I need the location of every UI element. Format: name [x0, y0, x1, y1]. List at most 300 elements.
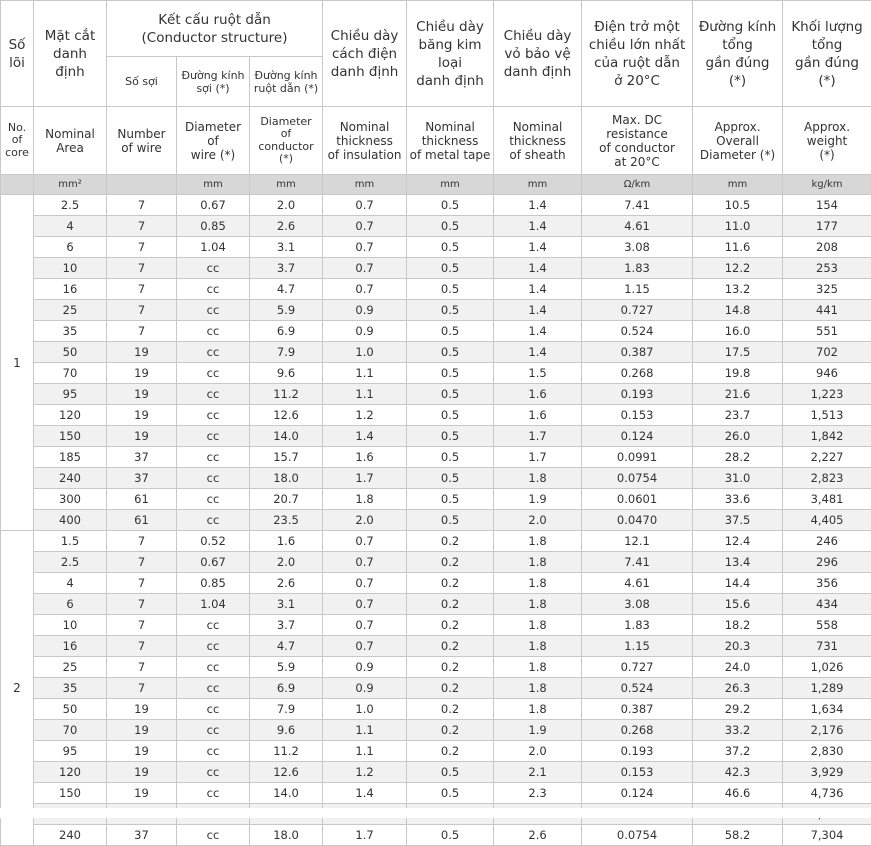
table-cell: 1.83: [582, 258, 693, 279]
table-cell: 120: [34, 762, 107, 783]
table-cell: 1.4: [494, 279, 582, 300]
table-cell: 7: [107, 552, 177, 573]
table-cell: 16: [34, 279, 107, 300]
header-line: Mặt cắt: [45, 28, 96, 44]
table-cell: 0.0601: [582, 489, 693, 510]
table-cell: 35: [34, 321, 107, 342]
table-cell: 185: [34, 447, 107, 468]
header-line: Số: [9, 37, 26, 53]
table-cell: 0.524: [582, 321, 693, 342]
table-row: [1, 531, 871, 552]
table-cell: 0.387: [582, 699, 693, 720]
table-cell: 0.7: [323, 573, 407, 594]
header-area-en: [34, 107, 107, 175]
table-cell: 37.5: [693, 510, 783, 531]
table-cell: cc: [177, 468, 250, 489]
table-cell: 7: [107, 237, 177, 258]
unit-cell: mm²: [34, 175, 107, 195]
table-row: [1, 699, 871, 720]
table-cell: 23.7: [693, 405, 783, 426]
table-cell: 2,823: [783, 468, 871, 489]
table-cell: 1.8: [494, 594, 582, 615]
header-line: (*): [819, 148, 834, 162]
table-cell: 0.2: [407, 657, 494, 678]
table-cell: 13.2: [693, 279, 783, 300]
header-line: ở 20°C: [614, 73, 660, 89]
table-cell: 1.7: [323, 825, 407, 846]
header-line: Diameter (*): [700, 148, 775, 162]
table-cell: 7.41: [582, 195, 693, 216]
table-cell: 1.6: [250, 531, 323, 552]
table-cell: 11.2: [250, 741, 323, 762]
table-cell: 0.124: [582, 783, 693, 804]
table-cell: 7: [107, 657, 177, 678]
table-cell: 20.7: [250, 489, 323, 510]
table-cell: 1.9: [494, 489, 582, 510]
table-cell: 3,929: [783, 762, 871, 783]
unit-cell: kg/km: [783, 175, 871, 195]
header-line: of: [281, 127, 292, 140]
table-cell: 0.268: [582, 363, 693, 384]
table-cell: 0.5: [407, 762, 494, 783]
table-cell: 25: [34, 657, 107, 678]
table-cell: 1.4: [494, 195, 582, 216]
table-cell: 16.0: [693, 321, 783, 342]
table-cell: cc: [177, 762, 250, 783]
table-cell: 15.6: [693, 594, 783, 615]
header-dia-wire-en: [177, 107, 250, 175]
table-cell: 1,026: [783, 657, 871, 678]
header-line: gần đúng: [706, 55, 770, 71]
table-cell: 19: [107, 741, 177, 762]
header-line: of: [12, 133, 23, 146]
header-resistance-en: [582, 107, 693, 175]
table-cell: 2,176: [783, 720, 871, 741]
table-cell: 4.61: [582, 573, 693, 594]
table-cell: 731: [783, 636, 871, 657]
table-cell: 19: [107, 384, 177, 405]
table-cell: 0.85: [177, 573, 250, 594]
table-cell: 16: [34, 636, 107, 657]
header-dia-wire-vi: [177, 57, 250, 107]
table-cell: 11.6: [693, 237, 783, 258]
table-cell: 177: [783, 216, 871, 237]
header-sheath-en: [494, 107, 582, 175]
table-cell: 1.8: [494, 636, 582, 657]
table-cell: 0.727: [582, 657, 693, 678]
table-cell: 26.3: [693, 678, 783, 699]
table-cell: 0.7: [323, 636, 407, 657]
table-cell: 0.9: [323, 300, 407, 321]
table-cell: 0.2: [407, 552, 494, 573]
table-cell: 0.0991: [582, 447, 693, 468]
header-weight-en: [783, 107, 871, 175]
table-cell: 0.5: [407, 468, 494, 489]
table-cell: 4.7: [250, 636, 323, 657]
table-cell: 0.7: [323, 216, 407, 237]
table-cell: 2.0: [494, 741, 582, 762]
table-cell: 12.6: [250, 405, 323, 426]
table-cell: 0.5: [407, 258, 494, 279]
table-cell: 7: [107, 594, 177, 615]
table-cell: 7: [107, 531, 177, 552]
header-line: Điện trở một: [594, 19, 679, 35]
table-cell: 400: [34, 510, 107, 531]
table-cell: 1.8: [494, 615, 582, 636]
table-cell: 1,634: [783, 699, 871, 720]
table-row: [1, 657, 871, 678]
table-cell: 3.08: [582, 237, 693, 258]
header-line: thickness: [422, 134, 479, 148]
table-cell: 5.9: [250, 300, 323, 321]
table-cell: 0.5: [407, 237, 494, 258]
table-cell: cc: [177, 426, 250, 447]
table-cell: 61: [107, 489, 177, 510]
table-cell: 0.9: [323, 678, 407, 699]
header-line: cách điện: [332, 46, 397, 62]
header-line: Approx.: [804, 120, 850, 134]
header-core-vi: [1, 1, 34, 107]
table-cell: 95: [34, 741, 107, 762]
table-cell: 6.9: [250, 321, 323, 342]
table-cell: 37: [107, 468, 177, 489]
table-cell: 0.727: [582, 300, 693, 321]
table-cell: 0.2: [407, 678, 494, 699]
table-cell: 14.0: [250, 426, 323, 447]
table-cell: 0.2: [407, 741, 494, 762]
table-cell: cc: [177, 279, 250, 300]
header-line: ruột dẫn (*): [254, 82, 318, 95]
table-cell: 1.4: [494, 321, 582, 342]
table-cell: 2.5: [34, 552, 107, 573]
table-cell: 150: [34, 426, 107, 447]
table-cell: 1.04: [177, 237, 250, 258]
table-cell: 0.0470: [582, 510, 693, 531]
header-line: danh định: [504, 64, 572, 80]
table-row: [1, 363, 871, 384]
table-cell: 1.7: [494, 447, 582, 468]
table-cell: 0.9: [323, 321, 407, 342]
table-cell: 702: [783, 342, 871, 363]
table-cell: 1.8: [494, 573, 582, 594]
table-cell: 37: [107, 825, 177, 846]
table-cell: 441: [783, 300, 871, 321]
table-row: [1, 279, 871, 300]
table-cell: cc: [177, 405, 250, 426]
table-cell: 12.4: [693, 531, 783, 552]
header-line: sợi (*): [196, 82, 229, 95]
header-line: danh định: [331, 64, 399, 80]
header-row-vi: [1, 1, 871, 57]
table-cell: cc: [177, 342, 250, 363]
table-cell: 4: [34, 216, 107, 237]
table-cell: 3.08: [582, 594, 693, 615]
header-line: Chiều dày: [331, 28, 399, 44]
table-cell: cc: [177, 741, 250, 762]
table-cell: 1.4: [494, 342, 582, 363]
table-cell: 3,481: [783, 489, 871, 510]
table-cell: 2.6: [250, 573, 323, 594]
unit-cell: mm: [250, 175, 323, 195]
header-line: No.: [8, 121, 26, 134]
table-cell: 2.0: [494, 510, 582, 531]
table-cell: 7.41: [582, 552, 693, 573]
table-cell: 11.0: [693, 216, 783, 237]
header-overall-dia-vi: [693, 1, 783, 107]
table-cell: 15.7: [250, 447, 323, 468]
table-cell: 240: [34, 468, 107, 489]
header-line: Kết cấu ruột dẫn: [158, 12, 271, 28]
table-cell: 946: [783, 363, 871, 384]
table-cell: 28.2: [693, 447, 783, 468]
table-cell: 2.0: [323, 510, 407, 531]
header-line: Chiều dày: [504, 28, 572, 44]
header-line: Nominal: [513, 120, 563, 134]
header-structure-vi: [107, 1, 323, 57]
table-row: [1, 552, 871, 573]
header-line: tổng: [722, 37, 753, 53]
table-cell: 2.0: [250, 552, 323, 573]
table-cell: 3.1: [250, 237, 323, 258]
table-cell: 1.04: [177, 594, 250, 615]
table-cell: 0.67: [177, 195, 250, 216]
table-cell: 4,736: [783, 783, 871, 804]
header-line: of metal tape: [410, 148, 491, 162]
table-cell: 12.1: [582, 531, 693, 552]
table-cell: 253: [783, 258, 871, 279]
table-cell: 2.6: [494, 825, 582, 846]
table-cell: 2.1: [494, 762, 582, 783]
table-cell: 7: [107, 615, 177, 636]
header-line: Nominal: [340, 120, 390, 134]
table-cell: 1.1: [323, 384, 407, 405]
header-row-en: [1, 107, 871, 175]
unit-cell: [1, 175, 34, 195]
table-cell: cc: [177, 447, 250, 468]
table-cell: 1.7: [494, 426, 582, 447]
table-cell: 19: [107, 342, 177, 363]
header-line: at 20°C: [614, 155, 660, 169]
header-dia-cond-en: [250, 107, 323, 175]
table-row: [1, 678, 871, 699]
table-cell: 20.3: [693, 636, 783, 657]
table-cell: 3.7: [250, 258, 323, 279]
table-cell: 1.0: [323, 699, 407, 720]
table-cell: 296: [783, 552, 871, 573]
table-cell: 19: [107, 426, 177, 447]
table-cell: 0.7: [323, 279, 407, 300]
table-cell: 1.83: [582, 615, 693, 636]
table-cell: 1.8: [494, 531, 582, 552]
table-cell: 5.9: [250, 657, 323, 678]
table-cell: 0.0754: [582, 468, 693, 489]
table-cell: 1.4: [494, 258, 582, 279]
table-cell: 4,405: [783, 510, 871, 531]
table-cell: 1.2: [323, 405, 407, 426]
page-bottom-edge: [0, 808, 871, 818]
header-line: Diameter: [260, 115, 311, 128]
table-cell: 12.2: [693, 258, 783, 279]
table-cell: 1,513: [783, 405, 871, 426]
header-line: conductor: [258, 140, 313, 153]
table-cell: 208: [783, 237, 871, 258]
table-cell: 70: [34, 363, 107, 384]
table-cell: 9.6: [250, 720, 323, 741]
table-cell: 19: [107, 363, 177, 384]
table-cell: 0.5: [407, 405, 494, 426]
table-row: [1, 237, 871, 258]
header-num-wire-en: [107, 107, 177, 175]
header-weight-vi: [783, 1, 871, 107]
table-cell: 14.4: [693, 573, 783, 594]
table-row: [1, 489, 871, 510]
header-line: Diameter: [185, 120, 241, 134]
table-cell: 0.7: [323, 258, 407, 279]
table-cell: 14.0: [250, 783, 323, 804]
table-cell: 0.52: [177, 531, 250, 552]
header-line: of conductor: [599, 141, 675, 155]
table-cell: 6.9: [250, 678, 323, 699]
table-cell: 1,842: [783, 426, 871, 447]
header-line: Khối lượng: [791, 19, 862, 35]
table-cell: 0.5: [407, 510, 494, 531]
table-cell: 7: [107, 300, 177, 321]
table-cell: 1.4: [494, 216, 582, 237]
table-cell: 31.0: [693, 468, 783, 489]
table-cell: 0.5: [407, 216, 494, 237]
table-cell: 0.5: [407, 300, 494, 321]
header-line: wire (*): [191, 148, 235, 162]
core-count-cell: 1: [1, 195, 34, 531]
table-cell: 1.2: [323, 762, 407, 783]
table-cell: 2.5: [34, 195, 107, 216]
header-line: weight: [807, 134, 847, 148]
header-insulation-en: [323, 107, 407, 175]
table-cell: cc: [177, 300, 250, 321]
header-line: Number: [117, 127, 165, 141]
table-cell: 10: [34, 258, 107, 279]
table-cell: 356: [783, 573, 871, 594]
table-cell: cc: [177, 384, 250, 405]
header-line: danh định: [416, 73, 484, 89]
table-row: [1, 216, 871, 237]
header-line: danh: [53, 46, 87, 62]
table-cell: 1,289: [783, 678, 871, 699]
table-cell: 1.5: [494, 363, 582, 384]
table-cell: 7,304: [783, 825, 871, 846]
table-row: [1, 636, 871, 657]
table-cell: 1.8: [494, 468, 582, 489]
table-cell: 23.5: [250, 510, 323, 531]
table-row: [1, 573, 871, 594]
table-cell: 10.5: [693, 195, 783, 216]
header-line: lõi: [9, 55, 25, 71]
table-cell: 7: [107, 321, 177, 342]
table-cell: 7: [107, 678, 177, 699]
table-cell: 13.4: [693, 552, 783, 573]
header-line: Nominal: [45, 127, 95, 141]
table-cell: 0.524: [582, 678, 693, 699]
unit-cell: mm: [323, 175, 407, 195]
table-cell: 7.9: [250, 699, 323, 720]
table-row: [1, 468, 871, 489]
header-line: Đường kính: [254, 69, 317, 82]
table-cell: 150: [34, 783, 107, 804]
table-cell: 0.9: [323, 657, 407, 678]
table-cell: 1.15: [582, 636, 693, 657]
table-cell: 0.7: [323, 237, 407, 258]
table-cell: 9.6: [250, 363, 323, 384]
table-cell: 7: [107, 279, 177, 300]
table-cell: 1.15: [582, 279, 693, 300]
table-cell: cc: [177, 321, 250, 342]
table-cell: 6: [34, 594, 107, 615]
header-core-en: [1, 107, 34, 175]
table-cell: 0.5: [407, 384, 494, 405]
table-cell: 246: [783, 531, 871, 552]
table-cell: cc: [177, 657, 250, 678]
table-cell: 4.7: [250, 279, 323, 300]
table-cell: 19: [107, 405, 177, 426]
table-cell: 0.2: [407, 573, 494, 594]
table-cell: 4.61: [582, 216, 693, 237]
table-row: [1, 447, 871, 468]
header-line: of insulation: [328, 148, 402, 162]
header-line: vỏ bảo vệ: [504, 46, 570, 62]
table-cell: 0.387: [582, 342, 693, 363]
table-cell: cc: [177, 489, 250, 510]
table-cell: 0.7: [323, 615, 407, 636]
table-cell: 26.0: [693, 426, 783, 447]
table-cell: 2.3: [494, 783, 582, 804]
table-row: [1, 741, 871, 762]
table-cell: 1.1: [323, 720, 407, 741]
core-count-cell: 2: [1, 531, 34, 846]
unit-cell: mm: [494, 175, 582, 195]
header-line: Max. DC: [612, 113, 662, 127]
table-row: [1, 783, 871, 804]
unit-cell: mm: [407, 175, 494, 195]
header-metal-tape-en: [407, 107, 494, 175]
table-cell: 0.5: [407, 783, 494, 804]
table-cell: 2,227: [783, 447, 871, 468]
table-cell: 0.5: [407, 825, 494, 846]
units-row: [1, 175, 871, 195]
header-line: Nominal: [425, 120, 475, 134]
table-cell: 1.6: [494, 384, 582, 405]
table-cell: 0.7: [323, 552, 407, 573]
header-line: thickness: [336, 134, 393, 148]
table-row: [1, 195, 871, 216]
header-area-vi: [34, 1, 107, 107]
table-cell: 3.1: [250, 594, 323, 615]
table-cell: 0.0754: [582, 825, 693, 846]
table-cell: 0.2: [407, 615, 494, 636]
header-line: Overall: [716, 134, 759, 148]
table-cell: 14.8: [693, 300, 783, 321]
table-cell: cc: [177, 615, 250, 636]
table-row: [1, 342, 871, 363]
header-line: thickness: [509, 134, 566, 148]
table-row: [1, 300, 871, 321]
table-cell: 0.5: [407, 342, 494, 363]
unit-cell: Ω/km: [582, 175, 693, 195]
table-cell: 33.6: [693, 489, 783, 510]
header-line: định: [55, 64, 84, 80]
header-line: of sheath: [509, 148, 565, 162]
table-cell: 3.7: [250, 615, 323, 636]
table-cell: 0.2: [407, 531, 494, 552]
